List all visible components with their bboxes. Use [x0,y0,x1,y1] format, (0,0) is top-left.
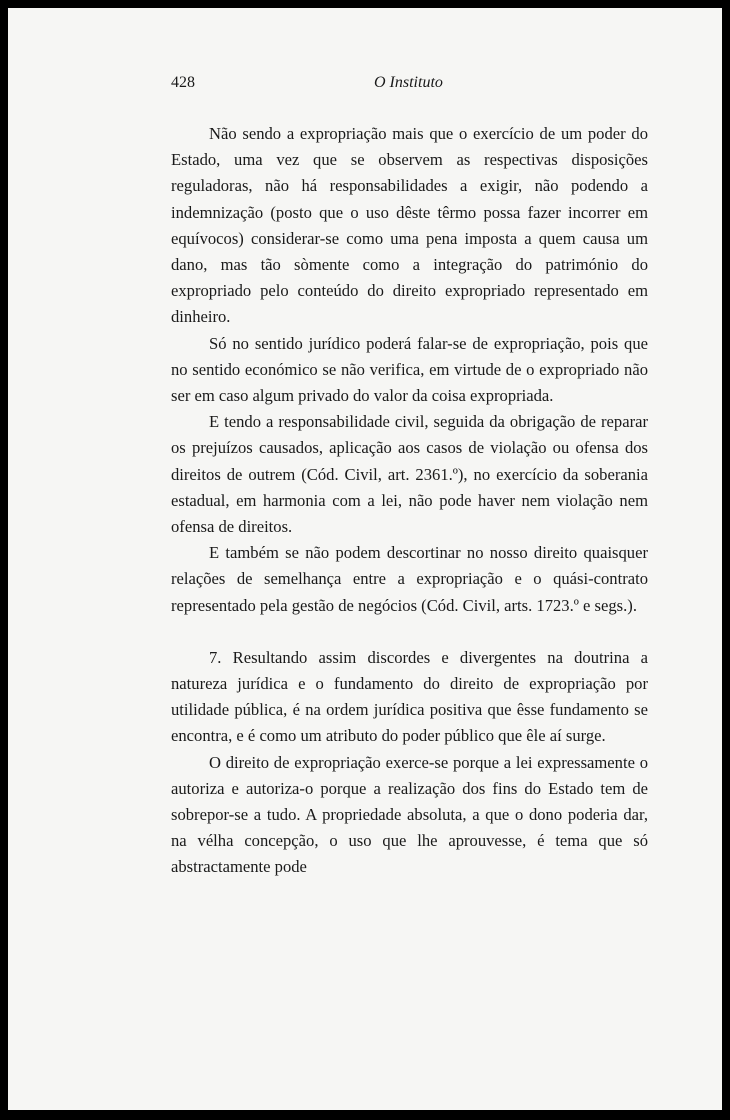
paragraph: E também se não podem descortinar no nosso direito quaisquer relações de semelhança entre a expropriação e o quási-contrato representado pela gestão de negócios (Cód. Civil, arts. 1723.º e segs.). [171,543,648,615]
paragraph-section-7: 7. Resultando assim discordes e divergentes na doutrina a natureza jurídica e o fundamento do direito de expropriação por utilidade pública, é na ordem jurídica positiva que êsse fundamento se encontra, e é como um atributo do poder público que êle aí surge. [171,647,648,746]
paragraph: E tendo a responsabilidade civil, seguida da obrigação de reparar os prejuízos causados, aplicação aos casos de violação ou ofensa dos direitos de outrem (Cód. Civil, art. 2361.º), no exercício da soberania estadual, em harmonia com a lei, não pode haver nem violação nem ofensa de direitos. [171,412,648,537]
page-number: 428 [171,74,195,91]
body-text [171,121,648,881]
page-header [171,74,648,102]
paragraph: Só no sentido jurídico poderá falar-se de expropriação, pois que no sentido económico se não verifica, em virtude de o expropriado não ser em caso algum privado do valor da coisa expropriada. [171,333,648,406]
paragraph: Não sendo a expropriação mais que o exercício de um poder do Estado, uma vez que se observem as respectivas disposições reguladoras, não há responsabilidades a exigir, não podendo a indemnização (posto que o uso dêste têrmo possa fazer incorrer em equívocos) considerar-se como uma pena imposta a quem causa um dano, mas tão sòmente como a integração do património do expropriado pelo conteúdo do direito expropriado representado em dinheiro. [171,124,648,327]
paragraph: O direito de expropriação exerce-se porque a lei expressamente o autoriza e autoriza-o porque a realização dos fins do Estado tem de sobrepor-se a tudo. A propriedade absoluta, a que o dono poderia dar, na vélha concepção, o uso que lhe aprouvesse, é tema que só abstractamente pode [171,752,648,877]
running-title: O Instituto [374,74,443,91]
book-page [8,8,722,1110]
